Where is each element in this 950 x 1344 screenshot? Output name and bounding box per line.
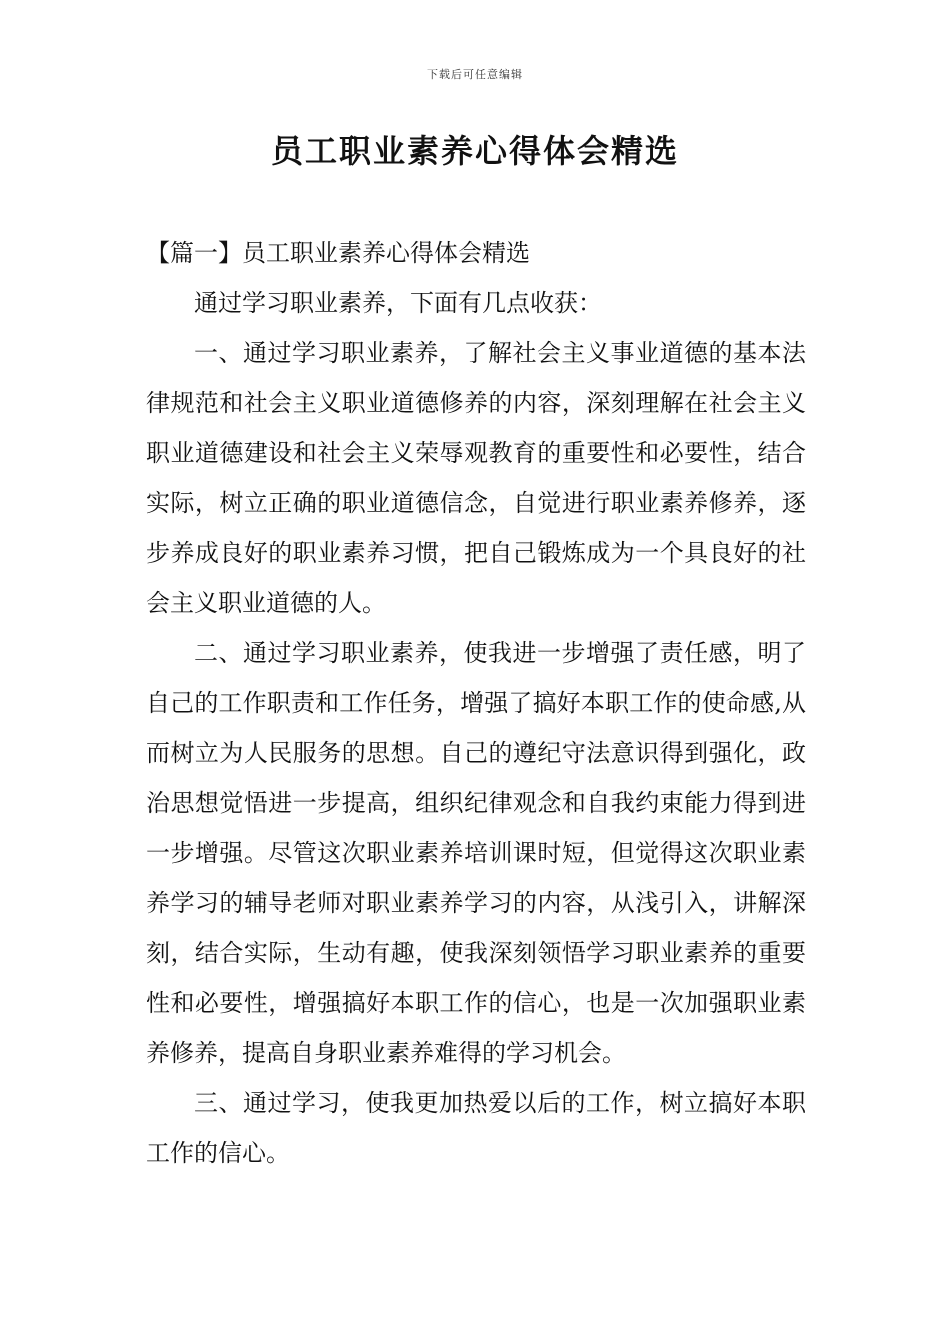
paragraph-intro: 通过学习职业素养，下面有几点收获：	[194, 289, 602, 317]
section-heading: 【篇一】员工职业素养心得体会精选	[146, 239, 530, 267]
header-note: 下载后可任意编辑	[427, 68, 523, 81]
paragraph-point-3: 三、通过学习，使我更加热爱以后的工作，树立搞好本职工作的信心。	[146, 1089, 806, 1167]
paragraph-point-2: 二、通过学习职业素养，使我进一步增强了责任感，明了自己的工作职责和工作任务，增强了搞好本职工作的使命感,从而树立为人民服务的思想。自己的遵纪守法意识得到强化，政治思想觉悟进一步提高，组织纪律观念和自我约束能力得到进一步增强。尽管这次职业素养培训课时短，但觉得这次职业素养学习的辅导老师对职业素养学习的内容，从浅引入，讲解深刻，结合实际，生动有趣，使我深刻领悟学习职业素养的重要性和必要性，增强搞好本职工作的信心，也是一次加强职业素养修养，提高自身职业素养难得的学习机会。	[146, 639, 806, 1067]
paragraph-point-1: 一、通过学习职业素养，了解社会主义事业道德的基本法律规范和社会主义职业道德修养的内容，深刻理解在社会主义职业道德建设和社会主义荣辱观教育的重要性和必要性，结合实际，树立正确的职业道德信念，自觉进行职业素养修养，逐步养成良好的职业素养习惯，把自己锻炼成为一个具良好的社会主义职业道德的人。	[146, 339, 806, 617]
document-title: 员工职业素养心得体会精选	[270, 132, 679, 170]
document-body	[146, 228, 806, 1178]
